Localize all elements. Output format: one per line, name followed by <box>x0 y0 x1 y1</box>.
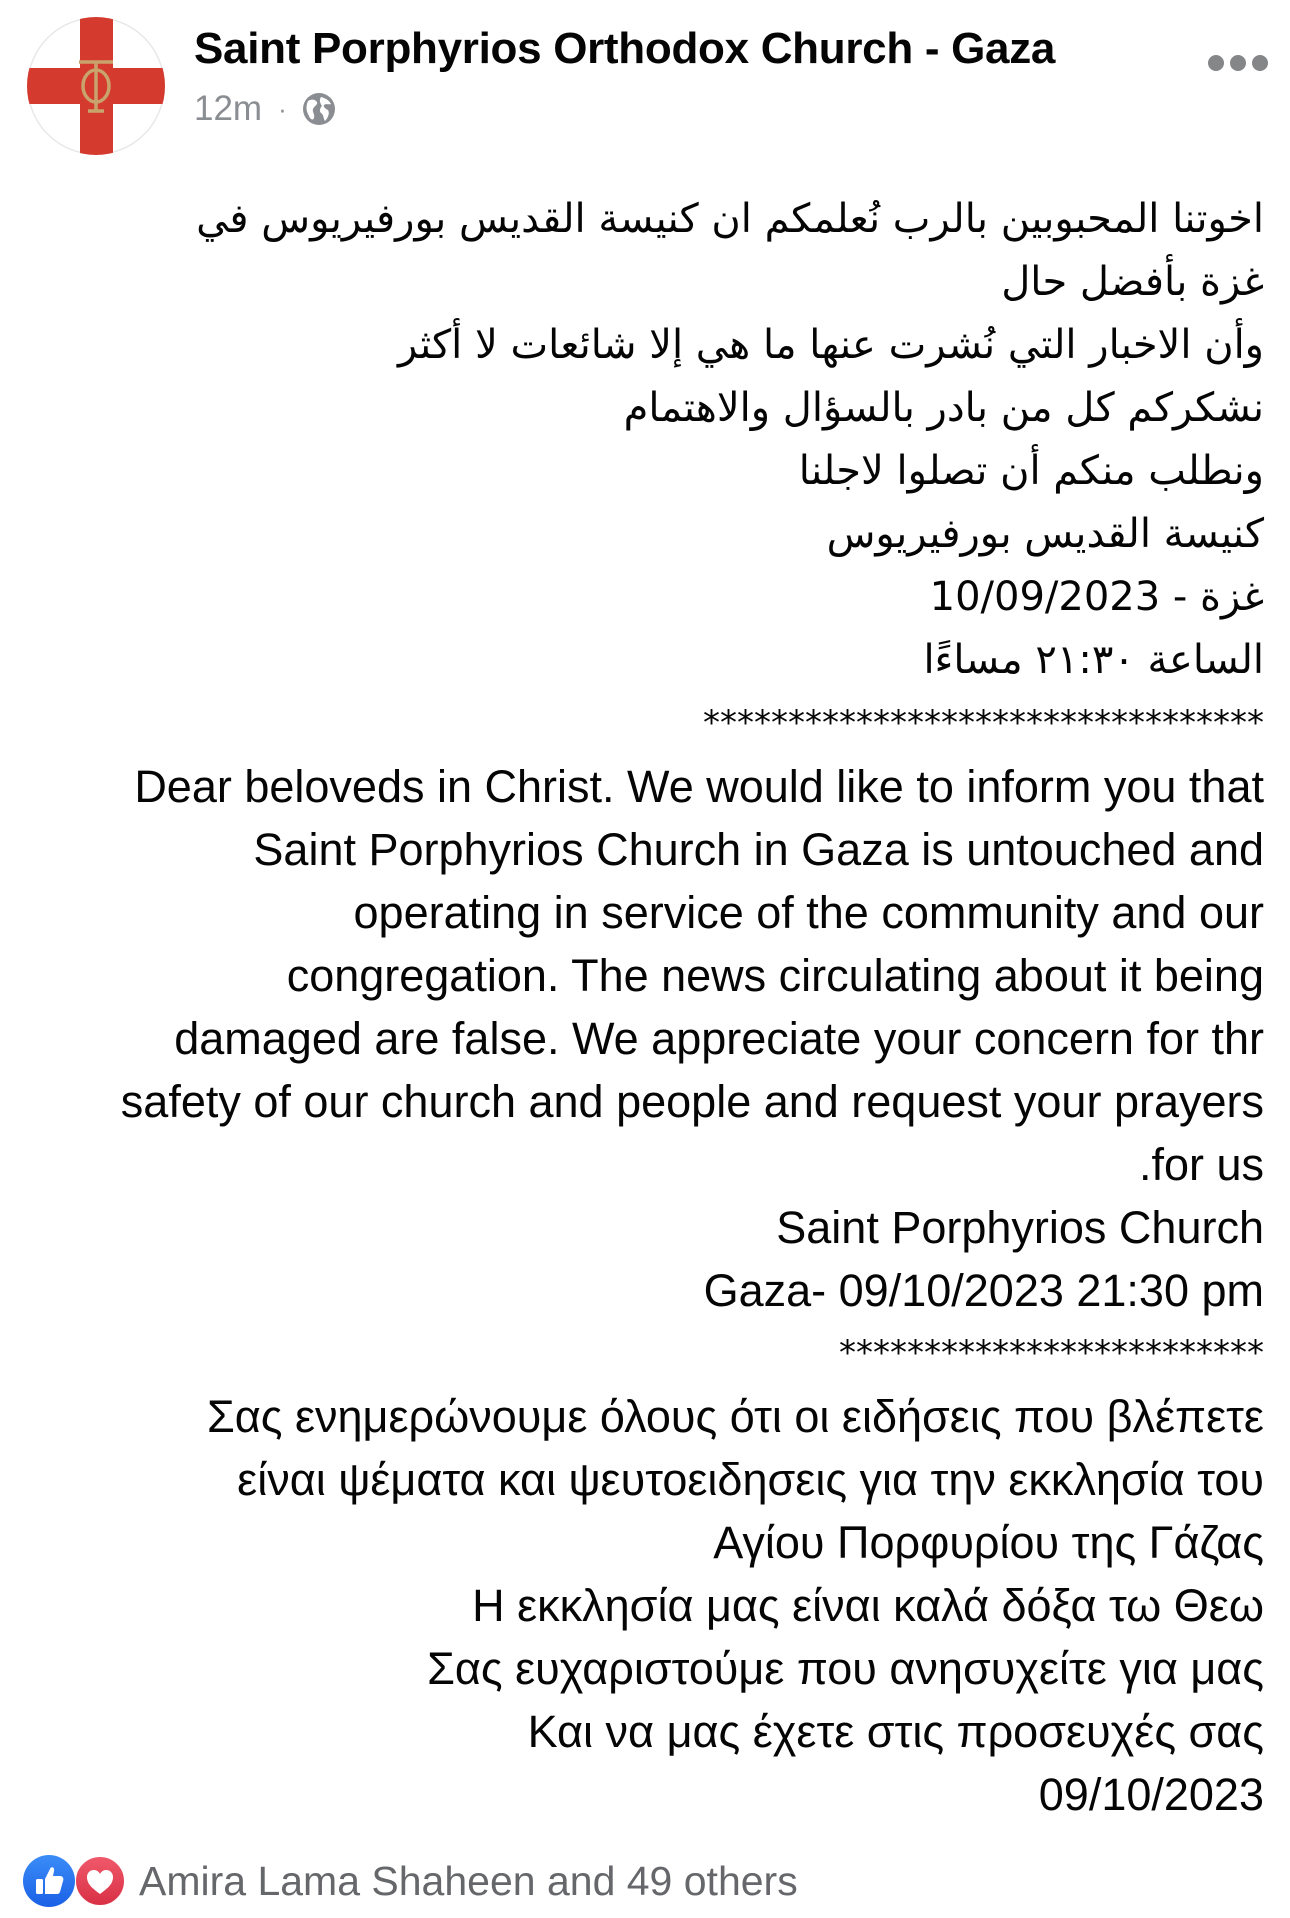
phi-symbol-icon <box>71 59 121 115</box>
greek-line: Και να μας έχετε στις προσευχές σας <box>527 1706 1264 1757</box>
english-line: Dear beloveds in Christ. We would like to inform you that <box>134 761 1264 812</box>
love-icon <box>73 1854 127 1908</box>
post-timestamp[interactable]: 12m <box>194 89 263 128</box>
english-line: operating in service of the community and our <box>353 887 1264 938</box>
greek-line: είναι ψέματα και ψευτοειδησεις για την εκκλησία του <box>237 1454 1264 1505</box>
separator-asterisks: ********************************* <box>703 703 1264 743</box>
english-line: damaged are false. We appreciate your concern for thr <box>174 1013 1264 1064</box>
greek-line: Η εκκλησία μας είναι καλά δόξα τω Θεω <box>472 1580 1264 1631</box>
english-line: safety of our church and people and request your prayers <box>120 1076 1264 1127</box>
more-dot-icon <box>1252 55 1268 71</box>
english-line: Gaza- 09/10/2023 21:30 pm <box>703 1265 1264 1316</box>
separator-asterisks: ************************* <box>839 1333 1264 1373</box>
greek-line: Σας ενημερώνουμε όλους ότι οι ειδήσεις που βλέπετε <box>206 1391 1264 1442</box>
english-line: Saint Porphyrios Church <box>776 1202 1264 1253</box>
more-options-button[interactable] <box>1208 50 1268 76</box>
page-avatar[interactable] <box>27 17 165 155</box>
english-line: congregation. The news circulating about it being <box>286 950 1264 1001</box>
reactions-count-text[interactable]: Amira Lama Shaheen and 49 others <box>139 1857 798 1904</box>
english-line: .for us <box>1138 1139 1264 1190</box>
more-dot-icon <box>1208 55 1224 71</box>
greek-line: Σας ευχαριστούμε που ανησυχείτε για μας <box>427 1643 1264 1694</box>
more-dot-icon <box>1230 55 1246 71</box>
page-name-link[interactable]: Saint Porphyrios Orthodox Church - Gaza <box>194 24 1056 73</box>
post-body <box>40 188 1264 1826</box>
meta-separator: · <box>278 93 287 124</box>
arabic-line: اخوتنا المحبوبين بالرب نُعلمكم ان كنيسة القديس بورفيريوس في <box>196 196 1264 242</box>
globe-icon[interactable] <box>301 91 337 127</box>
post-meta <box>194 88 337 130</box>
arabic-line: كنيسة القديس بورفيريوس <box>826 511 1264 557</box>
arabic-line: غزة بأفضل حال <box>1001 259 1264 305</box>
greek-line: Αγίου Πορφυρίου της Γάζας <box>713 1517 1264 1568</box>
reactions-summary[interactable] <box>23 1855 798 1907</box>
arabic-line: غزة - 10/09/2023 <box>929 574 1264 620</box>
arabic-line: وأن الاخبار التي نُشرت عنها ما هي إلا شائعات لا أكثر <box>397 322 1264 368</box>
like-icon <box>23 1855 75 1907</box>
arabic-line: الساعة ٢١:٣٠ مساءًا <box>923 637 1264 683</box>
english-line: Saint Porphyrios Church in Gaza is untouched and <box>253 824 1264 875</box>
greek-line: 09/10/2023 <box>1038 1769 1264 1820</box>
arabic-line: نشكركم كل من بادر بالسؤال والاهتمام <box>623 385 1264 431</box>
arabic-line: ونطلب منكم أن تصلوا لاجلنا <box>798 448 1264 494</box>
